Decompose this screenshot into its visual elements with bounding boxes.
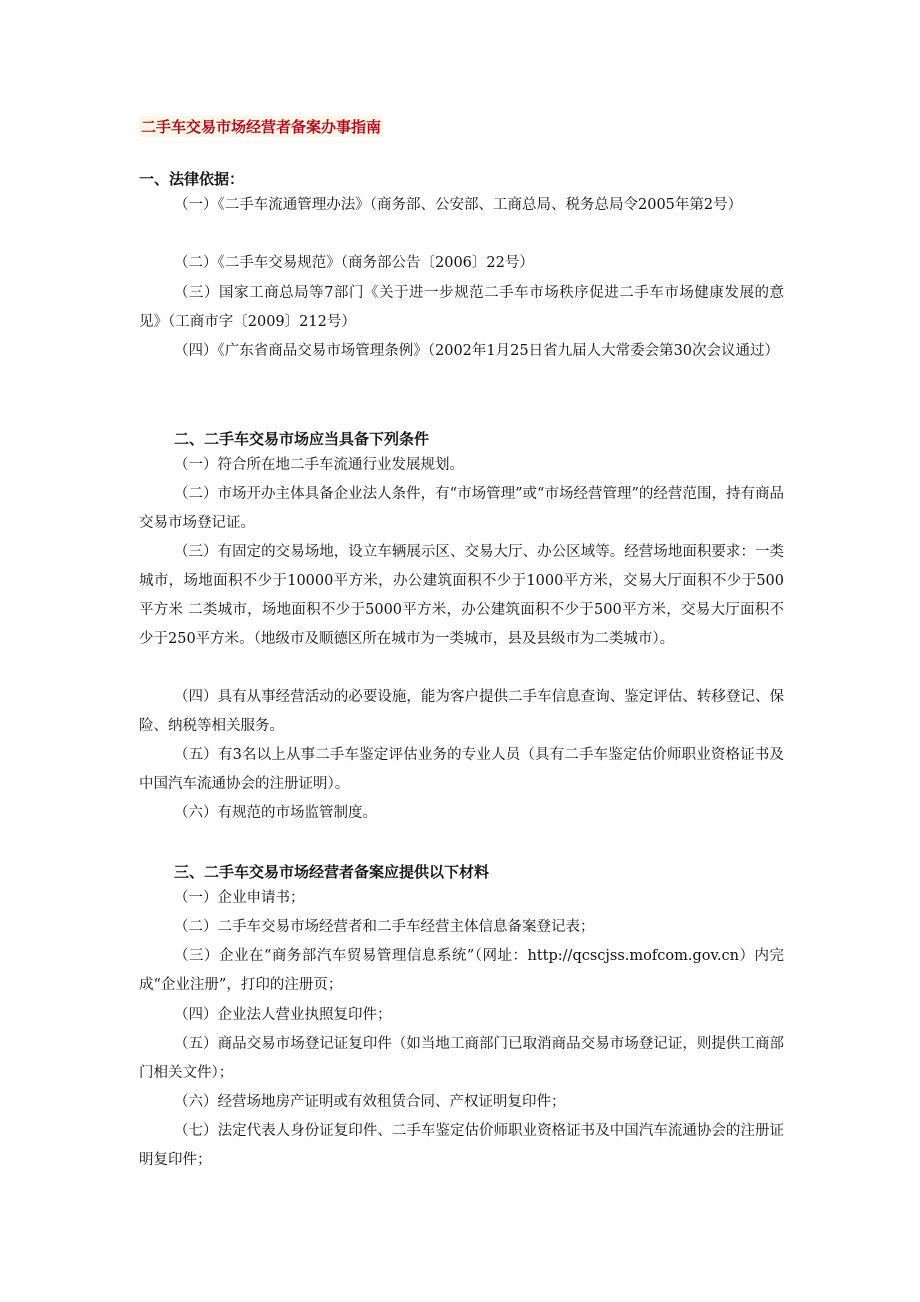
section-3-item-4: （四）企业法人营业执照复印件； [174,1007,392,1023]
section-2-item-2: （二）市场开办主体具备企业法人条件，有“市场管理”或“市场经营管理”的经营范围，持有商品交易市场登记证。 [139,486,784,531]
section-1-heading: 一、法律依据： [139,170,245,188]
section-2-item-1: （一）符合所在地二手车流通行业发展规划。 [174,457,464,473]
section-3-item-1: （一）企业申请书； [174,890,305,906]
section-3-item-6: （六）经营场地房产证明或有效租赁合同、产权证明复印件； [174,1094,566,1110]
section-1-item-1: （一）《二手车流通管理办法》（商务部、公安部、工商总局、税务总局令2005年第2号） [174,197,743,213]
section-3-item-5: （五）商品交易市场登记证复印件（如当地工商部门已取消商品交易市场登记证，则提供工商部门相关文件）； [139,1036,784,1081]
section-2-item-6: （六）有规范的市场监管制度。 [174,805,377,821]
section-1-item-4: （四）《广东省商品交易市场管理条例》（2002年1月25日省九届人大常委会第30次会议通过） [174,343,780,359]
section-3-item-2: （二）二手车交易市场经营者和二手车经营主体信息备案登记表； [174,919,595,935]
section-3-heading: 三、二手车交易市场经营者备案应提供以下材料 [174,863,490,881]
section-2-item-3: （三）有固定的交易场地，设立车辆展示区、交易大厅、办公区域等。经营场地面积要求：一类城市，场地面积不少于10000平方米，办公建筑面积不少于1000平方米，交易大厅面积不少于500平方米 二类城市，场地面积不少于5000平方米，办公建筑面积不少于500平方米，交易大厅面积不少于250平方米。（地级市及顺德区所在城市为一类城市，县及县级市为二类城市）。 [139,544,784,647]
section-2-heading: 二、二手车交易市场应当具备下列条件 [174,430,430,448]
section-1-item-3: （三）国家工商总局等7部门《关于进一步规范二手车市场秩序促进二手车市场健康发展的意见》（工商市字〔2009〕212号） [139,285,784,330]
section-2-item-4: （四）具有从事经营活动的必要设施，能为客户提供二手车信息查询、鉴定评估、转移登记、保险、纳税等相关服务。 [139,689,784,734]
section-2-item-5: （五）有3名以上从事二手车鉴定评估业务的专业人员（具有二手车鉴定估价师职业资格证书及中国汽车流通协会的注册证明）。 [139,747,784,792]
section-3-item-3: （三）企业在“商务部汽车贸易管理信息系统”（网址：http://qcscjss.mofcom.gov.cn）内完成“企业注册”，打印的注册页； [139,948,784,993]
section-1-item-2: （二）《二手车交易规范》（商务部公告〔2006〕22号） [174,255,534,271]
document-title: 二手车交易市场经营者备案办事指南 [141,118,382,136]
section-3-item-7: （七）法定代表人身份证复印件、二手车鉴定估价师职业资格证书及中国汽车流通协会的注册证明复印件； [139,1123,784,1168]
